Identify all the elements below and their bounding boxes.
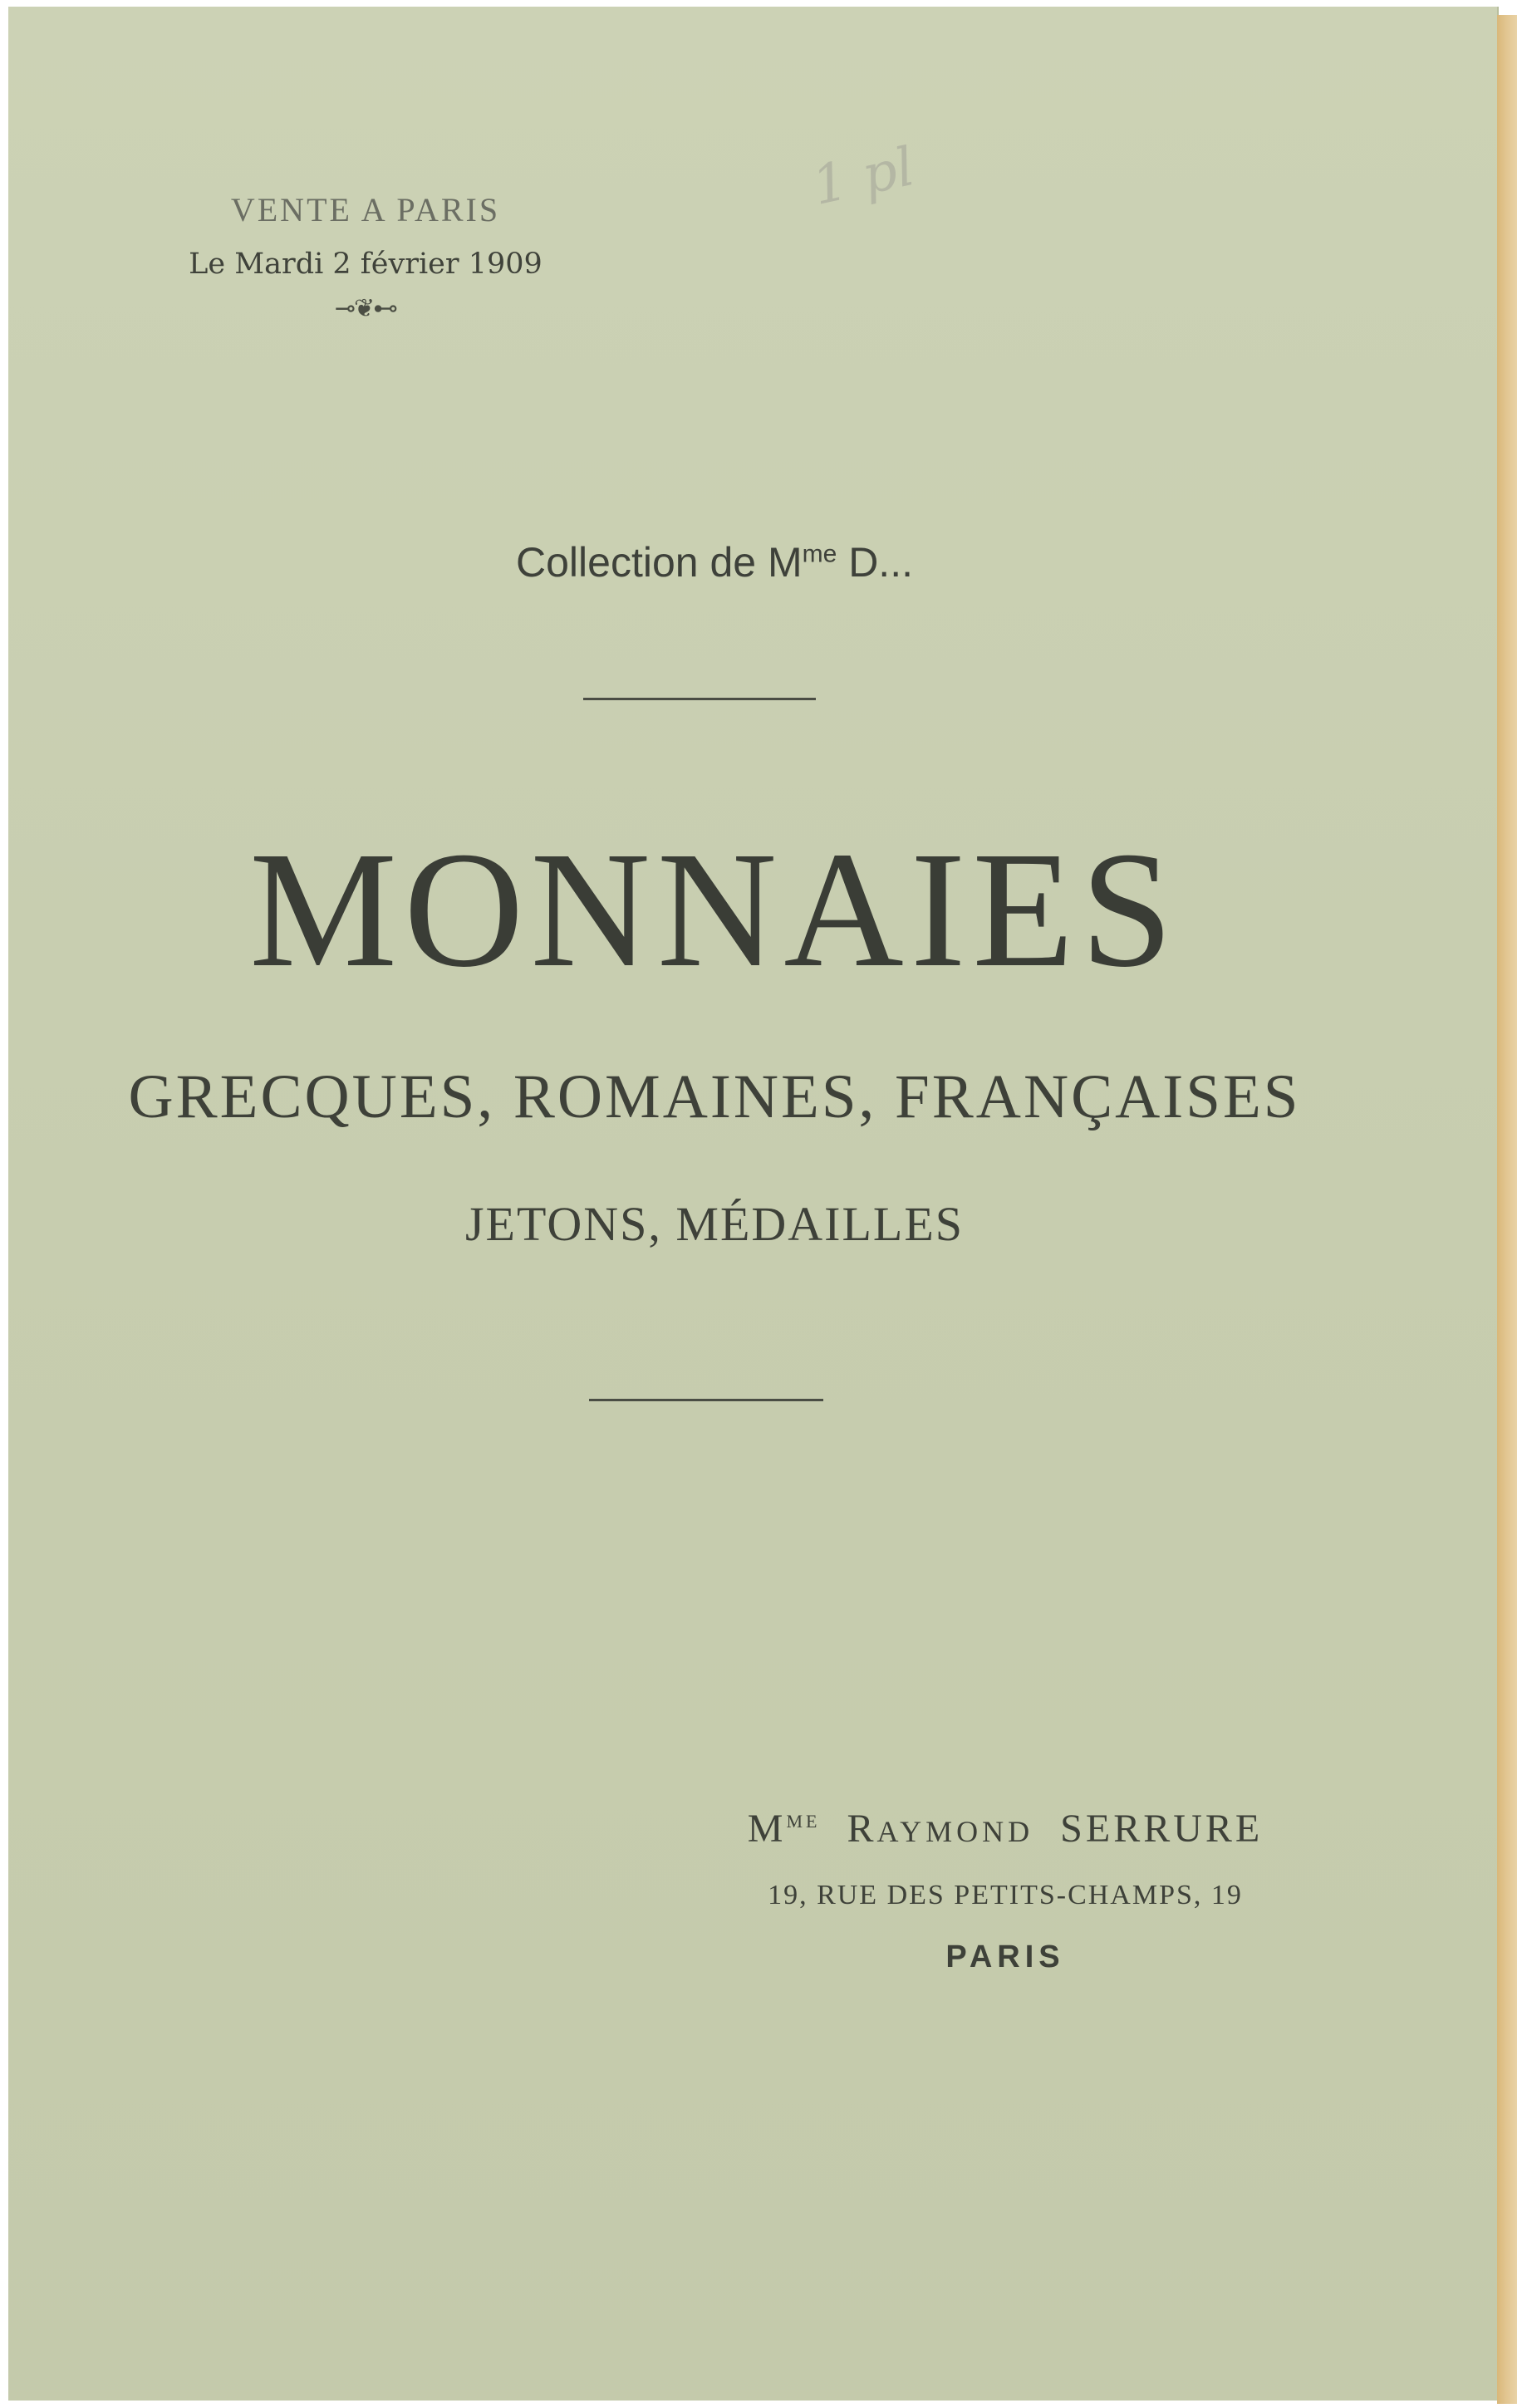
publisher-title-superscript: ME xyxy=(786,1811,821,1832)
divider-bottom xyxy=(589,1399,823,1401)
collection-superscript: me xyxy=(802,540,837,568)
subtitle-coins: GRECQUES, ROMAINES, FRANÇAISES xyxy=(128,1062,1301,1131)
publisher-name xyxy=(673,1793,1338,1861)
sale-place: VENTE A PARIS xyxy=(230,191,501,228)
main-title: MONNAIES xyxy=(249,818,1180,1002)
catalogue-cover xyxy=(8,7,1497,2401)
divider-top xyxy=(583,698,816,700)
publisher-address: 19, RUE DES PETITS-CHAMPS, 19 xyxy=(768,1880,1243,1910)
collection-heading xyxy=(8,538,1421,586)
pencil-annotation: 1 pl xyxy=(807,136,920,218)
publisher-first-initial: R xyxy=(847,1807,877,1851)
page-edge xyxy=(1497,15,1517,2404)
sale-info xyxy=(133,188,598,323)
publisher-title-letter: M xyxy=(747,1807,787,1851)
collection-suffix: D... xyxy=(837,539,913,586)
publisher-first-rest: AYMOND xyxy=(876,1815,1034,1848)
sale-date: Le Mardi 2 février 1909 xyxy=(189,248,543,281)
publisher-city: PARIS xyxy=(945,1940,1065,1974)
publisher-surname: SERRURE xyxy=(1060,1807,1264,1851)
publisher-block xyxy=(673,1793,1338,1982)
ornament-icon: ⊸❦⊷ xyxy=(334,294,397,323)
collection-prefix: Collection de M xyxy=(516,539,803,586)
subtitle-tokens: JETONS, MÉDAILLES xyxy=(464,1197,965,1251)
